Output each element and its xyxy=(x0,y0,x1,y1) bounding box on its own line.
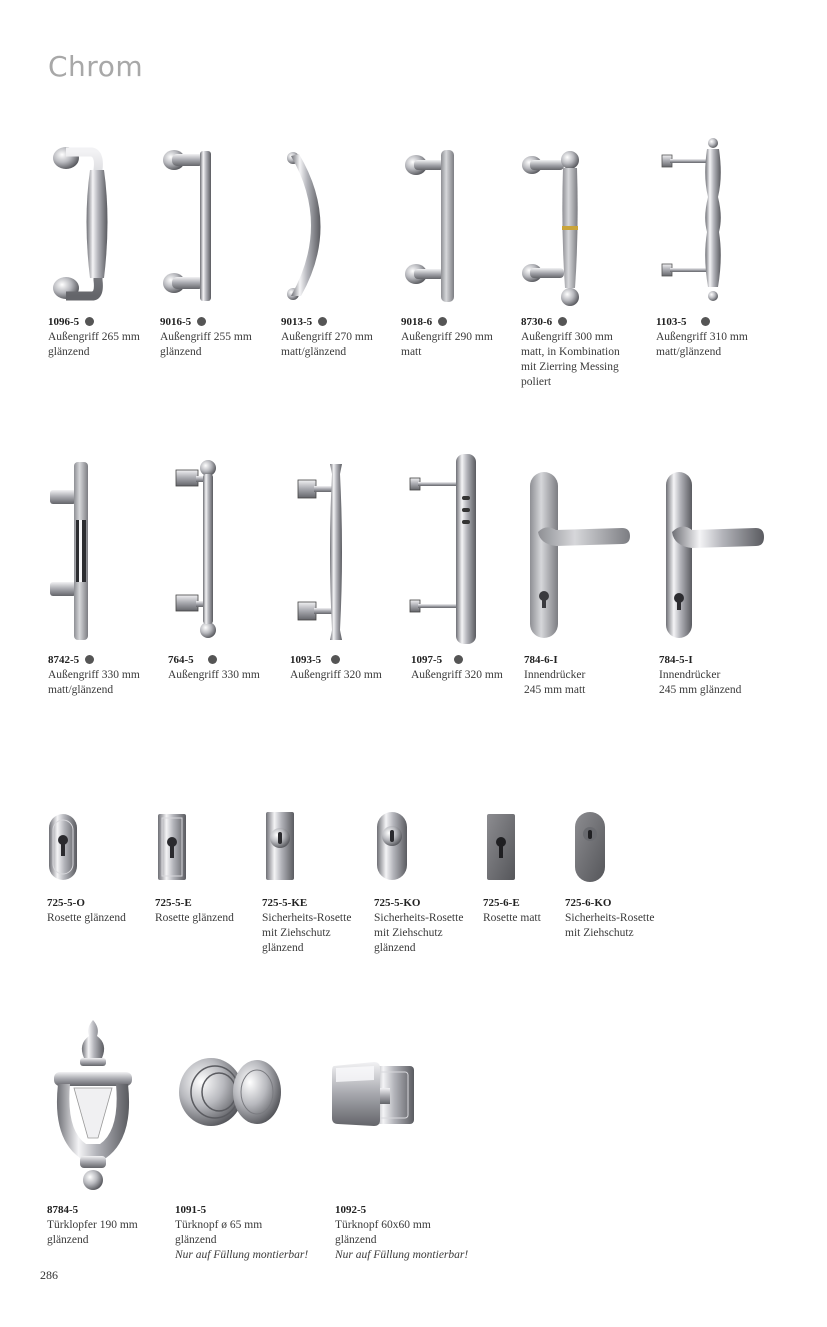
product-code: 784-5-I xyxy=(659,654,693,666)
finish-dot-icon xyxy=(318,317,327,326)
product-caption xyxy=(335,1203,468,1263)
finish-dot-icon xyxy=(208,655,217,664)
product-caption xyxy=(48,315,140,360)
rosette-725-6-KO-image xyxy=(573,810,607,884)
product-description: Außengriff 300 mm matt, in Kombination mit Zierring Messing poliert xyxy=(521,331,620,388)
handle-9013-5-image xyxy=(283,150,333,305)
product-caption xyxy=(290,653,382,683)
product-description: Türknopf 60x60 mm glänzend xyxy=(335,1219,431,1246)
finish-dot-icon xyxy=(85,655,94,664)
product-caption xyxy=(524,653,585,698)
product-code: 725-6-KO xyxy=(565,897,612,909)
product-description: Außengriff 320 mm xyxy=(411,669,503,681)
handle-8742-5-image xyxy=(48,460,98,645)
product-description: Außengriff 330 mm xyxy=(168,669,260,681)
product-description: Rosette glänzend xyxy=(47,912,126,924)
finish-dot-icon xyxy=(197,317,206,326)
product-caption xyxy=(401,315,493,360)
rosette-725-5-KE-image xyxy=(264,810,296,882)
product-caption xyxy=(374,896,463,956)
product-description: Sicherheits-Rosette mit Ziehschutz glänzend xyxy=(262,912,352,954)
product-caption xyxy=(48,653,140,698)
product-caption xyxy=(168,653,260,683)
product-caption xyxy=(155,896,234,926)
product-code: 1103-5 xyxy=(656,316,687,328)
product-caption xyxy=(411,653,503,683)
product-code: 1097-5 xyxy=(411,654,443,666)
product-description: Außengriff 320 mm xyxy=(290,669,382,681)
handle-1097-5-image xyxy=(408,452,478,647)
product-code: 1091-5 xyxy=(175,1204,207,1216)
product-code: 8742-5 xyxy=(48,654,80,666)
handle-9018-6-image xyxy=(402,148,462,308)
finish-dot-icon xyxy=(701,317,710,326)
finish-dot-icon xyxy=(85,317,94,326)
product-caption xyxy=(175,1203,308,1263)
product-code: 8784-5 xyxy=(47,1204,79,1216)
product-code: 1096-5 xyxy=(48,316,80,328)
lever-784-6-I-image xyxy=(526,470,636,640)
finish-dot-icon xyxy=(438,317,447,326)
product-description: Außengriff 310 mm matt/glänzend xyxy=(656,331,748,358)
rosette-725-5-KO-image xyxy=(375,810,409,882)
product-caption xyxy=(483,896,541,926)
product-code: 9018-6 xyxy=(401,316,433,328)
product-caption xyxy=(47,1203,138,1248)
product-caption xyxy=(521,315,620,390)
product-caption xyxy=(565,896,654,941)
product-caption xyxy=(262,896,351,956)
handle-9016-5-image xyxy=(160,145,220,305)
product-code: 725-6-E xyxy=(483,897,520,909)
product-description: Türknopf ø 65 mm glänzend xyxy=(175,1219,263,1246)
product-description: Außengriff 270 mm matt/glänzend xyxy=(281,331,373,358)
product-caption xyxy=(656,315,748,360)
page-number: 286 xyxy=(40,1268,58,1282)
page-title: Chrom xyxy=(48,50,144,83)
product-description: Rosette glänzend xyxy=(155,912,234,924)
product-code: 764-5 xyxy=(168,654,194,666)
product-description: Türklopfer 190 mm glänzend xyxy=(47,1219,138,1246)
product-code: 9013-5 xyxy=(281,316,313,328)
product-description: Sicherheits-Rosette mit Ziehschutz xyxy=(565,912,655,939)
handle-1093-5-image xyxy=(296,462,351,647)
product-description: Außengriff 255 mm glänzend xyxy=(160,331,252,358)
product-description: Außengriff 265 mm glänzend xyxy=(48,331,140,358)
finish-dot-icon xyxy=(331,655,340,664)
rosette-725-5-E-image xyxy=(156,812,188,882)
mounting-note: Nur auf Füllung montierbar! xyxy=(175,1249,309,1261)
product-caption xyxy=(47,896,126,926)
finish-dot-icon xyxy=(454,655,463,664)
handle-764-5-image xyxy=(172,458,227,643)
product-code: 725-5-KO xyxy=(374,897,421,909)
product-description: Sicherheits-Rosette mit Ziehschutz glänzend xyxy=(374,912,464,954)
rosette-725-6-E-image xyxy=(485,812,517,882)
product-description: Außengriff 330 mm matt/glänzend xyxy=(48,669,140,696)
door-knob-1091-5-image xyxy=(175,1052,285,1132)
product-description: Innendrücker 245 mm glänzend xyxy=(659,669,742,696)
product-caption xyxy=(659,653,741,698)
handle-1103-5-image xyxy=(660,137,730,307)
rosette-725-5-O-image xyxy=(47,812,79,882)
door-knocker-8784-5-image xyxy=(50,1018,136,1193)
door-knob-1092-5-image xyxy=(330,1060,420,1130)
product-code: 725-5-KE xyxy=(262,897,308,909)
product-code: 725-5-O xyxy=(47,897,85,909)
handle-8730-6-image xyxy=(520,150,585,310)
product-description: Rosette matt xyxy=(483,912,541,924)
product-description: Innendrücker 245 mm matt xyxy=(524,669,586,696)
product-code: 9016-5 xyxy=(160,316,192,328)
product-code: 8730-6 xyxy=(521,316,553,328)
handle-1096-5-image xyxy=(50,140,110,305)
product-code: 725-5-E xyxy=(155,897,192,909)
product-code: 784-6-I xyxy=(524,654,558,666)
product-description: Außengriff 290 mm matt xyxy=(401,331,493,358)
finish-dot-icon xyxy=(558,317,567,326)
lever-784-5-I-image xyxy=(662,470,772,640)
mounting-note: Nur auf Füllung montierbar! xyxy=(335,1249,469,1261)
product-caption xyxy=(281,315,373,360)
product-code: 1093-5 xyxy=(290,654,322,666)
product-code: 1092-5 xyxy=(335,1204,367,1216)
product-caption xyxy=(160,315,252,360)
